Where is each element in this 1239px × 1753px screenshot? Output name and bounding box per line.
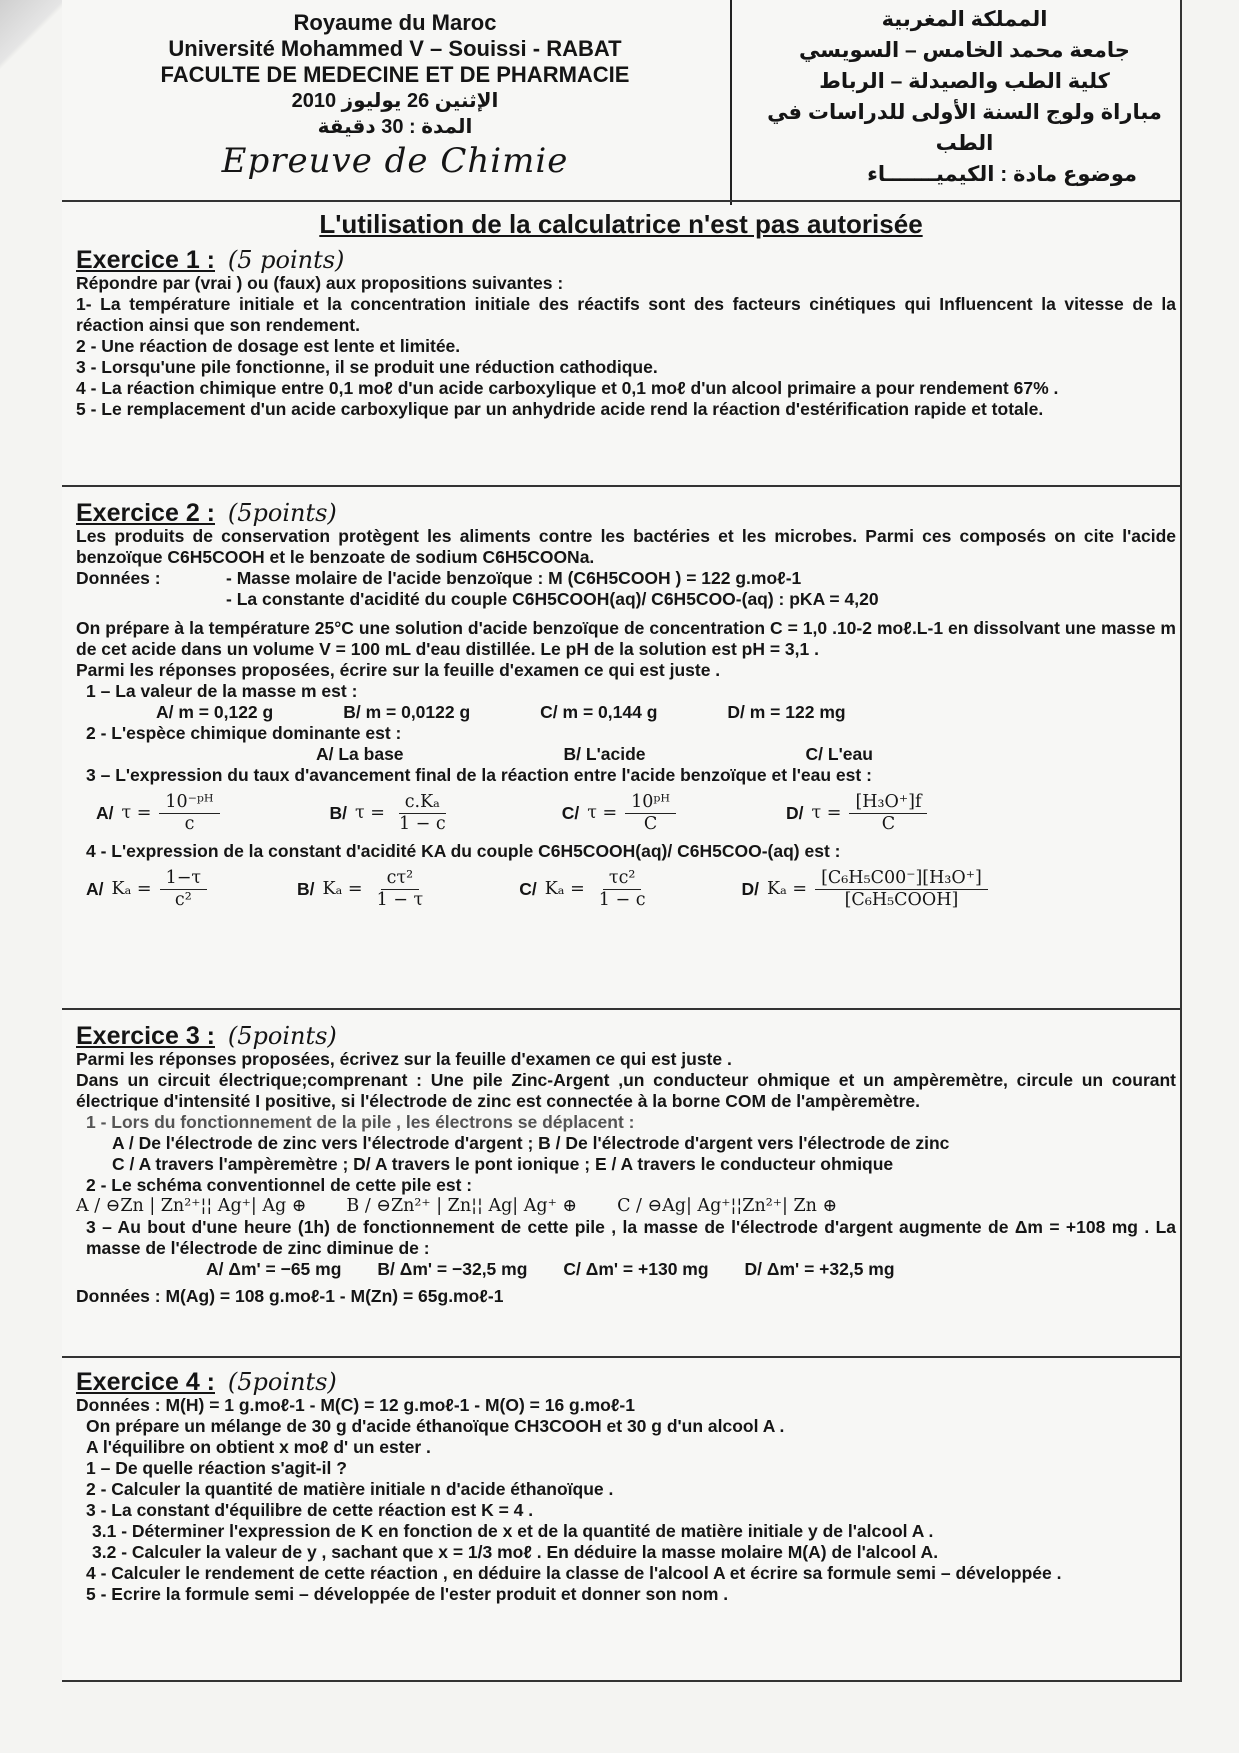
q3-option-d-den: C [881,814,896,834]
exercise-2-q2: 2 - L'espèce chimique dominante est : [86,723,402,743]
q3-option-c-den: C [643,814,658,834]
exercise-4-data: Données : M(H) = 1 g.moℓ-1 - M(C) = 12 g.moℓ-1 - M(O) = 16 g.moℓ-1 [76,1395,635,1415]
q4-option-d [742,868,988,911]
exercise-1-item-2: 2 - Une réaction de dosage est lente et limitée. [76,336,461,356]
exercise-3-title: Exercice 3 : [76,1022,215,1050]
q3-option-b-num: c.Kₐ [399,792,446,814]
exercise-3-q2: 2 - Le schéma conventionnel de cette pile est : [86,1175,473,1195]
q3-option-a-den: c [184,814,195,834]
exercise-2-q1-option-d: D/ m = 122 mg [727,702,846,722]
q4-option-d-num: [C₆H₅C00⁻][H₃O⁺] [815,868,988,890]
exercise-1-item-3: 3 - Lorsqu'une pile fonctionne, il se produit une réduction cathodique. [76,357,658,377]
exercise-3-q3-option-c: C/ Δm' = +130 mg [563,1259,709,1279]
q3-option-a-fraction [159,792,219,835]
q3-option-d-lhs: τ = [811,803,842,823]
q4-option-a-lhs: Kₐ = [111,879,152,899]
exam-page [62,0,1182,1682]
q4-option-c-label: C/ [519,879,537,899]
exam-title-handwritten: Epreuve de Chimie [221,141,569,181]
exercise-3-q2-option-a: A / ⊖Zn | Zn²⁺¦¦ Ag⁺| Ag ⊕ [76,1196,307,1216]
exercise-1-item-1: 1- La température initiale et la concentration initiale des réactifs sont des facteurs cinétiques qui Influencent la vitesse de la réaction ainsi que son rendement. [76,294,1176,335]
exam-duration: المدة : 30 دقيقة [317,116,473,138]
q3-option-c-num: 10ᵖᴴ [625,792,676,814]
exercise-3-q2-option-c: C / ⊖Ag| Ag⁺¦¦Zn²⁺| Zn ⊕ [617,1196,838,1216]
exercise-4-line-2: A l'équilibre on obtient x moℓ d' un ester . [86,1437,431,1457]
q4-option-b-den: 1 − τ [376,890,424,910]
exercise-3-instruction: Parmi les réponses proposées, écrivez sur la feuille d'examen ce qui est juste . [76,1049,732,1069]
exercise-4-q4: 4 - Calculer le rendement de cette réaction , en déduire la classe de l'alcool A et écrire sa formule semi – développée . [86,1563,1062,1583]
exercise-2-q3-options [76,792,1176,835]
q4-option-c-lhs: Kₐ = [544,879,585,899]
q3-option-d-fraction [849,792,927,835]
q4-option-d-label: D/ [741,879,760,899]
exercise-2-rule [62,1008,1180,1010]
q3-option-c-fraction [625,792,676,835]
exercise-2-title: Exercice 2 : [76,499,215,527]
q3-option-a-lhs: τ = [121,803,152,823]
header-rule [62,200,1180,202]
q3-option-c-label: C/ [561,803,580,823]
faculty-ar: كلية الطب والصيدلة – الرباط [819,70,1110,93]
exercise-3-q1-line-1: A / De l'électrode de zinc vers l'électrode d'argent ; B / De l'électrode d'argent vers l'électrode de zinc [112,1133,950,1153]
exercise-3-rule [62,1356,1180,1358]
exam-date: الإثنين 26 يوليوز 2010 [291,90,499,112]
subject-ar: موضوع مادة : الكيميـــــــاء [867,163,1137,186]
exercise-3-q2-options [76,1196,1176,1217]
exercise-4 [76,1368,1176,1605]
calculator-note-text: L'utilisation de la calculatrice n'est pas autorisée [319,209,923,239]
exercise-3-q3-option-b: B/ Δm' = −32,5 mg [377,1259,528,1279]
exercise-4-title: Exercice 4 : [76,1368,215,1396]
exercise-2-data-1: - Masse molaire de l'acide benzoïque : M (C6H5COOH ) = 122 g.moℓ-1 [226,568,802,588]
exercise-2-q4-options [76,868,1176,911]
q3-option-d [786,792,927,835]
exercise-3-q1: 1 - Lors du fonctionnement de la pile , les électrons se déplacent : [86,1112,635,1132]
exercise-2-q1-option-b: B/ m = 0,0122 g [343,702,471,722]
exercise-1-rule [62,485,1180,487]
q3-option-c [562,792,676,835]
exercise-2-intro: Les produits de conservation protègent les aliments contre les bactéries et les microbes. Parmi ces composés on cite l'acide benzoïque C6H5COOH et le benzoate de sodium C6H5COONa. [76,526,1176,567]
exercise-2-points: (5points) [227,499,337,527]
q3-option-a-num: 10⁻ᵖᴴ [159,792,219,814]
exercise-4-q1: 1 – De quelle réaction s'agit-il ? [86,1458,347,1478]
q4-option-b-fraction [371,868,430,911]
exercise-2-q4: 4 - L'expression de la constant d'acidité KA du couple C6H5COOH(aq)/ C6H5COO-(aq) est : [86,841,841,861]
q3-option-a-label: A/ [96,803,114,823]
exercise-2-q2-option-b: B/ L'acide [563,744,646,764]
exercise-3-q3: 3 – Au bout d'une heure (1h) de fonctionnement de cette pile , la masse de l'électrode d'argent augmente de Δm = +108 mg . La masse de l'électrode de zinc diminue de : [86,1217,1176,1258]
exercise-1-title: Exercice 1 : [76,246,215,274]
exercise-1-points: (5 points) [227,246,345,274]
exercise-2-text: On prépare à la température 25°C une solution d'acide benzoïque de concentration C = 1,0 .10-2 moℓ.L-1 en dissolvant une masse m de cet acide dans un volume V = 100 mL d'eau distillée. Le pH de la solution est pH = 3,1 . [76,618,1176,659]
university-fr: Université Mohammed V – Souissi - RABAT [168,36,622,61]
exercise-3-q3-option-a: A/ Δm' = −65 mg [206,1259,342,1279]
exercise-2-data-label: Données : [76,568,161,588]
exercise-4-points: (5points) [227,1368,337,1396]
exercise-3-q2-option-b: B / ⊖Zn²⁺ | Zn¦¦ Ag| Ag⁺ ⊕ [346,1196,578,1216]
scan-corner-smudge [0,0,70,70]
q4-option-c-fraction [593,868,652,911]
exercise-2-data-2: - La constante d'acidité du couple C6H5COOH(aq)/ C6H5COO-(aq) : pKA = 4,20 [226,589,879,609]
exercise-4-q5: 5 - Ecrire la formule semi – développée de l'ester produit et donner son nom . [86,1584,729,1604]
exercise-2-instruction: Parmi les réponses proposées, écrire sur la feuille d'examen ce qui est juste . [76,660,721,680]
q4-option-d-lhs: Kₐ = [767,879,808,899]
q3-option-b-den: 1 − c [398,814,446,834]
q3-option-d-label: D/ [786,803,804,823]
exercise-2-q1-options [76,702,1176,723]
q3-option-b [330,792,452,835]
exercise-1 [76,246,1176,420]
contest-ar: مباراة ولوج السنة الأولى للدراسات في الطب [767,101,1162,155]
q4-option-d-fraction [815,868,988,911]
exercise-2-q1: 1 – La valeur de la masse m est : [86,681,358,701]
calculator-note [62,209,1180,240]
header-right [752,4,1177,190]
exercise-2-q1-option-c: C/ m = 0,144 g [540,702,658,722]
q4-option-b-lhs: Kₐ = [322,879,363,899]
q4-option-c-num: τc² [603,868,642,890]
exercise-3-q3-options [76,1259,1176,1280]
exercise-2-q2-option-c: C/ L'eau [805,744,873,764]
q4-option-c-den: 1 − c [598,890,646,910]
kingdom-fr: Royaume du Maroc [293,10,497,35]
exercise-3 [76,1022,1176,1307]
exercise-3-q1-line-2: C / A travers l'ampèremètre ; D/ A travers le pont ionique ; E / A travers le conducteur ohmique [112,1154,894,1174]
exercise-4-q2: 2 - Calculer la quantité de matière initiale n d'acide éthanoïque . [86,1479,614,1499]
exercise-3-q3-option-d: D/ Δm' = +32,5 mg [744,1259,895,1279]
exercise-3-data: Données : M(Ag) = 108 g.moℓ-1 - M(Zn) = 65g.moℓ-1 [76,1286,504,1306]
exercise-3-text: Dans un circuit électrique;comprenant : Une pile Zinc-Argent ,un conducteur ohmique et un ampèremètre, circule un courant électrique d'intensité I positive, si l'électrode de zinc est connectée à la borne COM de l'ampèremètre. [76,1070,1176,1111]
q4-option-a-label: A/ [86,879,104,899]
faculty-fr: FACULTE DE MEDECINE ET DE PHARMACIE [160,62,630,87]
q4-option-d-den: [C₆H₅COOH] [844,890,959,910]
q3-option-c-lhs: τ = [587,803,618,823]
q4-option-b-label: B/ [297,879,315,899]
q3-option-b-lhs: τ = [355,803,385,823]
header-left [62,10,728,181]
q4-option-a-fraction [160,868,207,911]
q4-option-a-den: c² [174,890,192,910]
exercise-2-q1-option-a: A/ m = 0,122 g [156,702,274,722]
exercise-1-item-5: 5 - Le remplacement d'un acide carboxylique par un anhydride acide rend la réaction d'estérification rapide et totale. [76,399,1044,419]
header-divider [730,0,732,205]
q3-option-d-num: [H₃O⁺]f [849,792,927,814]
exercise-3-points: (5points) [227,1022,337,1050]
q4-option-a [86,868,207,911]
exercise-4-q3-2: 3.2 - Calculer la valeur de y , sachant que x = 1/3 moℓ . En déduire la masse molaire M(A) de l'alcool A. [92,1542,939,1562]
exercise-4-line-1: On prépare un mélange de 30 g d'acide éthanoïque CH3COOH et 30 g d'un alcool A . [86,1416,785,1436]
q4-option-c [519,868,651,911]
exercise-1-intro: Répondre par (vrai ) ou (faux) aux propositions suivantes : [76,273,564,293]
exercise-4-q3-1: 3.1 - Déterminer l'expression de K en fonction de x et de la quantité de matière initiale y de l'alcool A . [92,1521,934,1541]
exercise-2 [76,499,1176,917]
exercise-4-q3: 3 - La constant d'équilibre de cette réaction est K = 4 . [86,1500,534,1520]
q3-option-b-fraction [393,792,452,835]
exercise-2-q2-option-a: A/ La base [316,744,404,764]
exercise-1-item-4: 4 - La réaction chimique entre 0,1 moℓ d'un acide carboxylique et 0,1 moℓ d'un alcool primaire a pour rendement 67% . [76,378,1059,398]
kingdom-ar: المملكة المغربية [881,8,1048,31]
q4-option-a-num: 1−τ [160,868,207,890]
q4-option-b [297,868,429,911]
exercise-2-q3: 3 – L'expression du taux d'avancement final de la réaction entre l'acide benzoïque et l'eau est : [86,765,872,785]
q4-option-b-num: cτ² [381,868,420,890]
university-ar: جامعة محمد الخامس – السويسي [799,39,1130,62]
q3-option-b-label: B/ [329,803,348,823]
q3-option-a [96,792,220,835]
exercise-2-q2-options [76,744,1176,765]
